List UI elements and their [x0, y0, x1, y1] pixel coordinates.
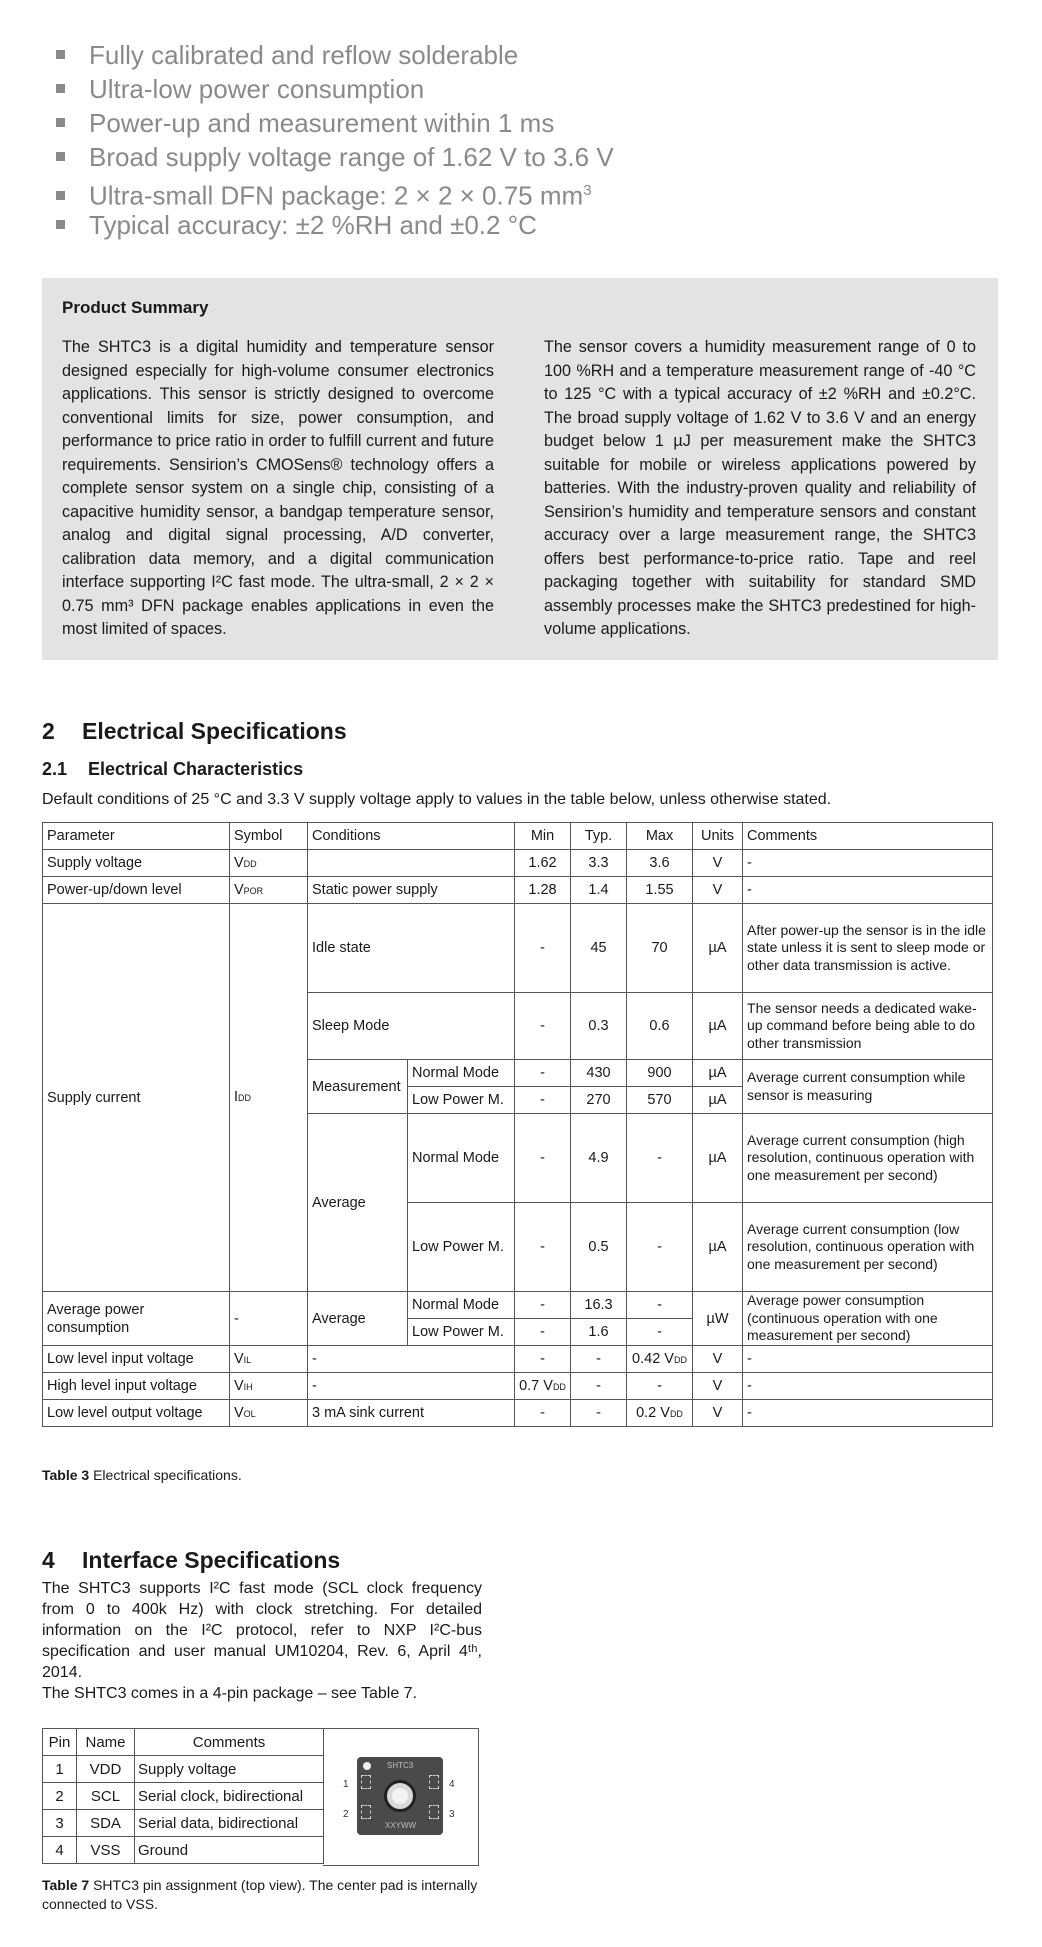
- square-bullet-icon: [56, 220, 65, 229]
- feature-list: [50, 38, 614, 242]
- electrical-table: [42, 822, 993, 1427]
- pin-label: 1: [343, 1779, 349, 1790]
- pin-table: [42, 1728, 324, 1864]
- table-row: Average Normal Mode - 4.9 - µA Average current consumption (high resolution, continuous operation with one measurement per second): [43, 1114, 993, 1203]
- table-caption: Table 3 Electrical specifications.: [42, 1467, 242, 1483]
- product-summary: [42, 278, 998, 660]
- square-bullet-icon: [56, 84, 65, 93]
- list-item: Fully calibrated and reflow solderable: [50, 38, 614, 72]
- table-header-row: Parameter Symbol Conditions Min Typ. Max Units Comments: [43, 823, 993, 850]
- table-row: Low Power M. - 1.6 -: [43, 1319, 993, 1346]
- pad-icon: [361, 1805, 371, 1819]
- table-row: Low Power M. - 0.5 - µA Average current consumption (low resolution, continuous operation with one measurement per second): [43, 1203, 993, 1292]
- pin-label: 2: [343, 1809, 349, 1820]
- list-item: Broad supply voltage range of 1.62 V to 3.6 V: [50, 140, 614, 174]
- subsection-heading: 2.1 Electrical Characteristics: [42, 759, 304, 779]
- square-bullet-icon: [56, 152, 65, 161]
- table-header-row: Pin Name Comments: [43, 1729, 324, 1756]
- chip-package-icon: [357, 1757, 443, 1835]
- table-row: High level input voltage VIH - 0.7 VDD - - V -: [43, 1373, 993, 1400]
- table-intro: Default conditions of 25 °C and 3.3 V supply voltage apply to values in the table below, unless otherwise stated.: [42, 791, 832, 808]
- chip-pinout-diagram: [323, 1728, 479, 1866]
- table-row: Supply current IDD Idle state - 45 70 µA After power-up the sensor is in the idle state unless it is sent to sleep mode or other data transmission is active.: [43, 904, 993, 993]
- list-item: Ultra-low power consumption: [50, 72, 614, 106]
- list-item: Typical accuracy: ±2 %RH and ±0.2 °C: [50, 208, 614, 242]
- interface-paragraph: The SHTC3 supports I²C fast mode (SCL clock frequency from 0 to 400k Hz) with clock stretching. For detailed information on the I²C protocol, refer to NXP I²C-bus specification and user manual UM10204, Rev. 6, April 4ᵗʰ, 2014. The SHTC3 comes in a 4-pin package – see Table 7.: [42, 1580, 482, 1702]
- section-heading: 2 Electrical Specifications: [42, 718, 347, 744]
- pad-icon: [429, 1775, 439, 1789]
- table-row: Low Power M. - 270 570 µA: [43, 1087, 993, 1114]
- square-bullet-icon: [56, 191, 65, 200]
- table-row: 3 SDA Serial data, bidirectional: [43, 1810, 324, 1837]
- table-row: Low level output voltage VOL 3 mA sink current - - 0.2 VDD V -: [43, 1400, 993, 1427]
- summary-title: Product Summary: [62, 298, 209, 317]
- table-row: 4 VSS Ground: [43, 1837, 324, 1864]
- summary-column-right: The sensor covers a humidity measurement range of 0 to 100 %RH and a temperature measurement range of -40 °C to 125 °C with a typical accuracy of ±2 %RH and ±0.2°C. The broad supply voltage of 1.62 V to 3.6 V and an energy budget below 1 µJ per measurement make the SHTC3 suitable for mobile or wireless applications powered by batteries. With the industry-proven quality and reliability of Sensirion’s humidity and temperature sensors and constant accuracy over a large measurement range, the SHTC3 offers best performance-to-price ratio. Tape and reel packaging together with suitability for standard SMD assembly processes make the SHTC3 predestined for high-volume applications.: [544, 338, 976, 638]
- table-row: 1 VDD Supply voltage: [43, 1756, 324, 1783]
- pin-label: 4: [449, 1779, 455, 1790]
- list-item: Power-up and measurement within 1 ms: [50, 106, 614, 140]
- pad-icon: [361, 1775, 371, 1789]
- section-heading: 4 Interface Specifications: [42, 1547, 341, 1573]
- square-bullet-icon: [56, 118, 65, 127]
- table-caption: Table 7 SHTC3 pin assignment (top view). The center pad is internally connected to VSS.: [42, 1877, 478, 1912]
- pin-label: 3: [449, 1809, 455, 1820]
- table-row: Sleep Mode - 0.3 0.6 µA The sensor needs a dedicated wake-up command before being able to do other transmission: [43, 993, 993, 1060]
- table-row: Supply voltage VDD 1.62 3.3 3.6 V -: [43, 850, 993, 877]
- table-row: Low level input voltage VIL - - - 0.42 VDD V -: [43, 1346, 993, 1373]
- table-row: Measurement Normal Mode - 430 900 µA Average current consumption while sensor is measuring: [43, 1060, 993, 1087]
- table-row: 2 SCL Serial clock, bidirectional: [43, 1783, 324, 1810]
- chip-marking-bottom: XXYWW: [385, 1821, 417, 1830]
- summary-column-left: The SHTC3 is a digital humidity and temperature sensor designed especially for high-volume consumer electronics applications. This sensor is strictly designed to overcome conventional limits for size, power consumption, and performance to price ratio in order to fulfill current and future requirements. Sensirion’s CMOSens® technology offers a complete sensor system on a single chip, consisting of a capacitive humidity sensor, a bandgap temperature sensor, analog and digital signal processing, A/D converter, calibration data memory, and a digital communication interface supporting I²C fast mode. The ultra-small, 2 × 2 × 0.75 mm³ DFN package enables applications in even the most limited of spaces.: [62, 338, 494, 638]
- pin1-marker-icon: [363, 1762, 371, 1770]
- table-row: Average power consumption - Average Normal Mode - 16.3 - µW Average power consumption (continuous operation with one measurement per second): [43, 1292, 993, 1319]
- chip-marking-top: SHTC3: [387, 1761, 414, 1770]
- pad-icon: [429, 1805, 439, 1819]
- square-bullet-icon: [56, 50, 65, 59]
- table-row: Power-up/down level VPOR Static power supply 1.28 1.4 1.55 V -: [43, 877, 993, 904]
- list-item: Ultra-small DFN package: 2 × 2 × 0.75 $mm^3$: [50, 174, 614, 208]
